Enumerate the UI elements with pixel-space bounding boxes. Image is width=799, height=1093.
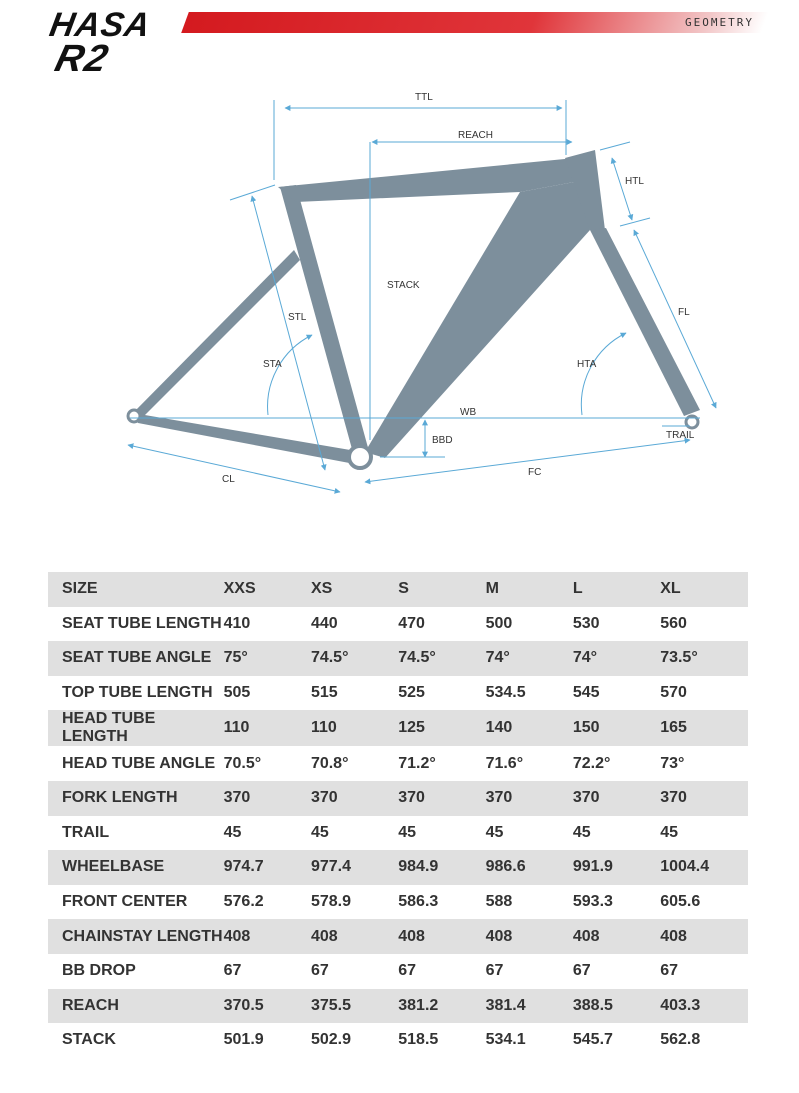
size-header: XXS xyxy=(223,580,256,598)
table-cell: 370 xyxy=(310,789,338,807)
table-cell: 388.5 xyxy=(572,996,613,1014)
geometry-diagram xyxy=(0,80,799,520)
frame-diagram-svg xyxy=(0,80,799,520)
table-cell: 45 xyxy=(398,823,417,841)
table-cell: 408 xyxy=(485,927,513,945)
label-hta: HTA xyxy=(577,359,597,370)
brand-logo-model: R2 xyxy=(50,38,114,80)
label-stl: STL xyxy=(288,312,307,323)
table-cell: 403.3 xyxy=(660,996,701,1014)
table-cell: 73.5° xyxy=(660,649,698,667)
table-cell: 375.5 xyxy=(310,996,351,1014)
label-trail: TRAIL xyxy=(666,430,695,441)
table-row xyxy=(48,919,748,954)
table-cell: 991.9 xyxy=(572,858,613,876)
header-label: SIZE xyxy=(62,580,98,598)
table-cell: 73° xyxy=(660,754,685,772)
section-title: GEOMETRY xyxy=(685,16,754,29)
table-cell: 381.2 xyxy=(398,996,439,1014)
table-cell: 70.5° xyxy=(223,754,262,772)
table-cell: 110 xyxy=(310,719,337,737)
table-cell: 984.9 xyxy=(398,858,439,876)
table-cell: 534.5 xyxy=(485,684,526,702)
label-ttl: TTL xyxy=(415,92,433,103)
table-cell: 570 xyxy=(660,684,687,702)
table-cell: 545.7 xyxy=(572,1031,613,1049)
table-cell: 67 xyxy=(310,962,329,980)
table-cell: 408 xyxy=(398,927,425,945)
table-cell: 501.9 xyxy=(223,1031,264,1049)
table-cell: 74° xyxy=(572,649,598,667)
label-wb: WB xyxy=(460,407,477,418)
table-cell: 562.8 xyxy=(660,1031,701,1049)
label-fl: FL xyxy=(678,307,690,318)
row-label: BB DROP xyxy=(62,962,136,980)
table-cell: 370.5 xyxy=(223,996,264,1014)
table-row xyxy=(48,885,748,920)
table-cell: 1004.4 xyxy=(660,858,710,876)
table-cell: 370 xyxy=(572,789,600,807)
table-cell: 45 xyxy=(310,823,329,841)
table-row xyxy=(48,781,748,816)
table-cell: 74.5° xyxy=(310,649,349,667)
table-cell: 974.7 xyxy=(223,858,264,876)
header-accent-bar xyxy=(181,12,769,33)
table-cell: 71.6° xyxy=(485,754,524,772)
table-cell: 74.5° xyxy=(398,649,436,667)
table-cell: 370 xyxy=(485,789,513,807)
label-sta: STA xyxy=(263,359,282,370)
fork xyxy=(590,228,700,416)
table-cell: 370 xyxy=(223,789,251,807)
table-cell: 370 xyxy=(660,789,687,807)
table-cell: 45 xyxy=(572,823,591,841)
table-cell: 500 xyxy=(485,614,513,632)
table-cell: 70.8° xyxy=(310,754,349,772)
header xyxy=(0,0,799,80)
table-cell: 518.5 xyxy=(398,1031,439,1049)
table-cell: 586.3 xyxy=(398,893,439,911)
table-row xyxy=(48,607,748,642)
table-row xyxy=(48,746,748,781)
table-cell: 408 xyxy=(572,927,600,945)
down-tube xyxy=(365,180,590,458)
table-cell: 125 xyxy=(398,719,425,737)
table-row xyxy=(48,641,748,676)
table-row xyxy=(48,1023,748,1058)
table-cell: 165 xyxy=(660,719,687,737)
seatstay xyxy=(133,250,300,420)
row-label: HEAD TUBE ANGLE xyxy=(62,754,216,772)
table-cell: 605.6 xyxy=(660,893,701,911)
size-header: L xyxy=(572,580,583,598)
table-cell: 67 xyxy=(660,962,678,980)
table-cell: 140 xyxy=(485,719,513,737)
row-label: STACK xyxy=(62,1031,116,1049)
brand-logo-hasa: HASA xyxy=(46,6,154,44)
table-cell: 110 xyxy=(223,719,250,737)
row-label: TOP TUBE LENGTH xyxy=(62,684,213,702)
table-cell: 75° xyxy=(223,649,248,667)
row-label: CHAINSTAY LENGTH xyxy=(62,927,223,945)
chainstay xyxy=(133,413,362,465)
table-cell: 67 xyxy=(398,962,417,980)
table-cell: 71.2° xyxy=(398,754,436,772)
table-cell: 45 xyxy=(485,823,504,841)
row-label: REACH xyxy=(62,996,119,1014)
table-cell: 45 xyxy=(223,823,242,841)
table-cell: 986.6 xyxy=(485,858,526,876)
table-cell: 74° xyxy=(485,649,510,667)
label-cl: CL xyxy=(222,474,235,485)
label-stack: STACK xyxy=(387,280,420,291)
row-label: FRONT CENTER xyxy=(62,893,188,911)
row-label: WHEELBASE xyxy=(62,858,165,876)
table-row xyxy=(48,850,748,885)
table-row xyxy=(48,816,748,851)
table-cell: 45 xyxy=(660,823,678,841)
table-cell: 67 xyxy=(223,962,242,980)
row-label: FORK LENGTH xyxy=(62,789,178,807)
table-cell: 67 xyxy=(485,962,504,980)
label-bbd: BBD xyxy=(432,435,453,446)
table-cell: 408 xyxy=(310,927,338,945)
table-row xyxy=(48,676,748,711)
row-label: HEAD TUBE LENGTH xyxy=(62,710,156,746)
table-row xyxy=(48,989,748,1024)
table-cell: 150 xyxy=(572,719,600,737)
table-cell: 470 xyxy=(398,614,425,632)
table-cell: 560 xyxy=(660,614,687,632)
size-header: XS xyxy=(310,580,333,598)
table-cell: 72.2° xyxy=(572,754,611,772)
size-header: XL xyxy=(660,580,681,598)
table-cell: 381.4 xyxy=(485,996,526,1014)
bike-frame xyxy=(128,150,700,468)
size-header: S xyxy=(398,580,409,598)
table-cell: 534.1 xyxy=(485,1031,526,1049)
table-cell: 530 xyxy=(572,614,600,632)
row-label: SEAT TUBE LENGTH xyxy=(62,614,222,632)
size-header: M xyxy=(485,580,499,598)
table-cell: 408 xyxy=(223,927,251,945)
table-cell: 576.2 xyxy=(223,893,264,911)
label-reach: REACH xyxy=(458,130,494,141)
row-label: SEAT TUBE ANGLE xyxy=(62,649,212,667)
table-cell: 588 xyxy=(485,893,513,911)
geometry-table xyxy=(48,572,748,1058)
table-cell: 977.4 xyxy=(310,858,351,876)
table-cell: 370 xyxy=(398,789,425,807)
table-row xyxy=(48,710,748,746)
table-cell: 578.9 xyxy=(310,893,351,911)
table-cell: 515 xyxy=(310,684,338,702)
row-label: TRAIL xyxy=(62,823,110,841)
table-cell: 505 xyxy=(223,684,251,702)
table-row xyxy=(48,954,748,989)
table-cell: 410 xyxy=(223,614,251,632)
bottom-bracket xyxy=(349,446,371,468)
table-cell: 545 xyxy=(572,684,600,702)
label-htl: HTL xyxy=(625,176,644,187)
table-cell: 502.9 xyxy=(310,1031,351,1049)
table-cell: 408 xyxy=(660,927,687,945)
table-cell: 67 xyxy=(572,962,591,980)
table-cell: 440 xyxy=(310,614,338,632)
table-header-row xyxy=(48,572,748,607)
table-cell: 593.3 xyxy=(572,893,613,911)
rear-dropout xyxy=(128,410,140,422)
table-cell: 525 xyxy=(398,684,425,702)
label-fc: FC xyxy=(528,467,542,478)
